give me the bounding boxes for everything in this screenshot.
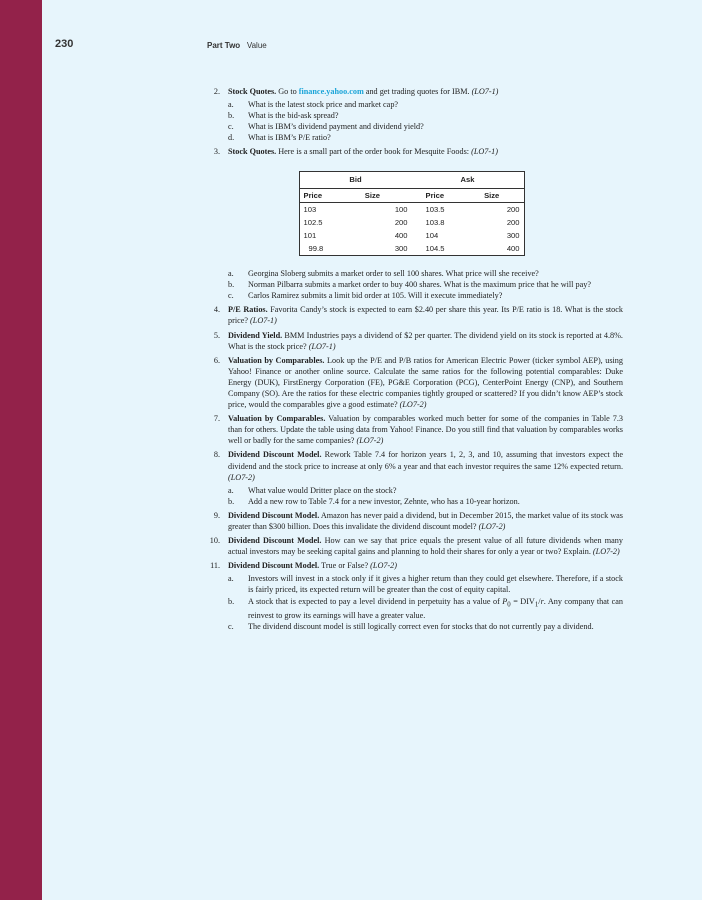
sub-letter: a. <box>228 100 234 110</box>
sub-text: A stock that is expected to pay a level dividend in perpetuity has a value of <box>248 596 503 606</box>
question-text: Rework Table 7.4 for horizon years 1, 2, 3, and 10, assuming that investors expect the dividend and the stock price to increase at only 6% a year and that each investor requires the same 12% expected return. <box>228 450 623 471</box>
question-text: How can we say that price equals the present value of all future dividends when many actual investors may be seeking capital gains and planning to hold their shares for only a year or two? Explain. <box>228 536 623 557</box>
ask-size: 200 <box>506 217 520 227</box>
question-number: 10. <box>209 536 220 546</box>
sub-letter: b. <box>228 280 235 290</box>
formula-subscript: 1 <box>534 601 539 609</box>
learning-objective: (LO7-2) <box>592 547 620 557</box>
question-title: Dividend Discount Model. <box>228 536 322 546</box>
learning-objective: (LO7-2) <box>399 400 427 410</box>
question-11 <box>200 560 623 571</box>
question-9 <box>200 510 623 532</box>
running-head <box>207 41 267 50</box>
column-header: Size <box>361 188 412 202</box>
ask-size: 300 <box>506 230 520 240</box>
ask-size: 400 <box>506 243 520 253</box>
table-row <box>299 216 524 229</box>
sub-letter: d. <box>228 133 235 143</box>
ask-price: 104.5 <box>425 243 445 253</box>
question-number: 8. <box>213 450 220 460</box>
sub-text: What is the latest stock price and market cap? <box>248 100 399 110</box>
question-text: Valuation by comparables worked much better for some of the companies in Table 7.3 than for others. Update the table using data from Yahoo! Finance. Do you still find that valuation by comparables works well or badly for the same companies? <box>228 414 623 446</box>
question-text: Go to <box>276 87 299 96</box>
question-title: P/E Ratios. <box>228 305 268 315</box>
formula-div: = DIV <box>510 596 535 606</box>
question-number: 5. <box>213 330 220 340</box>
sub-letter: a. <box>228 485 234 495</box>
sub-item <box>228 485 623 496</box>
question-number: 9. <box>213 510 220 520</box>
question-number: 4. <box>213 305 220 315</box>
question-number: 2. <box>213 87 220 96</box>
sub-letter: c. <box>228 622 234 632</box>
learning-objective: (LO7-2) <box>228 472 255 482</box>
sub-text: Investors will invest in a stock only if it gives a higher return than they could get elsewhere. Therefore, if a stock is fairly priced, its expected return will be greater than the cost of equity capital. <box>248 574 623 595</box>
table-row <box>299 229 524 242</box>
question-title: Valuation by Comparables. <box>228 414 326 424</box>
question-text: and get trading quotes for IBM. <box>363 87 472 96</box>
question-text: Look up the P/E and P/B ratios for American Electric Power (ticker symbol AEP), using Yahoo! Finance or another online source. Calculate the same ratios for the following potential comparables: Duke Energy (DUK), FirstEnergy Corporation (FE), PG&E Corporation (PCG), CenterPoint Energy (CNP), and Southern Company (SO). Are the ratios for these electric companies tightly grouped or scattered? If you didn’t know AEP’s stock price, would the comparables give a good estimate? <box>228 355 623 410</box>
part-label: Part Two <box>207 41 241 50</box>
question-title: Valuation by Comparables. <box>228 355 325 365</box>
sub-letter: c. <box>228 122 234 132</box>
sub-item <box>228 496 623 507</box>
sub-item <box>228 290 623 301</box>
column-header: Price <box>299 188 361 202</box>
sub-text: What value would Dritter place on the stock? <box>248 485 397 495</box>
question-2 <box>200 86 623 97</box>
bid-header: Bid <box>299 171 412 188</box>
learning-objective: (LO7-1) <box>250 316 277 326</box>
sub-text: Norman Pilbarra submits a market order to buy 400 shares. What is the maximum price that he will pay? <box>248 280 591 290</box>
sub-item <box>228 132 623 143</box>
sub-item <box>228 596 623 622</box>
sub-text: What is IBM’s P/E ratio? <box>248 133 331 143</box>
formula-slash: / <box>538 596 541 606</box>
question-number: 11. <box>210 561 220 571</box>
formula-r: r <box>540 596 544 606</box>
table-row <box>299 202 524 216</box>
bid-price: 102.5 <box>303 217 323 227</box>
yahoo-finance-link[interactable]: finance.yahoo.com <box>298 87 364 96</box>
bid-size: 100 <box>394 204 408 214</box>
learning-objective: (LO7-2) <box>370 561 398 571</box>
sub-item <box>228 621 623 632</box>
learning-objective: (LO7-2) <box>356 436 384 446</box>
question-5 <box>200 330 623 352</box>
question-title: Dividend Discount Model. <box>228 561 320 571</box>
learning-objective: (LO7-1) <box>471 87 499 96</box>
bid-size: 400 <box>394 230 408 240</box>
formula-p: P <box>502 596 508 606</box>
learning-objective: (LO7-1) <box>471 147 498 157</box>
question-text: BMM Industries pays a dividend of $2 per quarter. The dividend yield on its stock is reported at 4.8%. What is the stock price? <box>228 330 623 351</box>
sub-letter: b. <box>228 111 235 121</box>
sub-text: Add a new row to Table 7.4 for a new investor, Zehnte, who has a 10-year horizon. <box>248 496 520 506</box>
sub-item <box>228 110 623 121</box>
sub-item <box>228 279 623 290</box>
table-row <box>299 242 524 256</box>
sub-item <box>228 121 623 132</box>
question-number: 7. <box>213 414 220 424</box>
question-3 <box>200 146 623 157</box>
bid-size: 200 <box>394 217 408 227</box>
ask-price: 104 <box>425 230 439 240</box>
page-number: 230 <box>55 38 74 50</box>
sub-text: . Any company that can reinvest to grow its earnings will have a greater value. <box>248 596 624 621</box>
question-8 <box>200 449 623 482</box>
sub-item <box>228 268 623 279</box>
sub-text: Carlos Ramirez submits a limit bid order at 105. Will it execute immediately? <box>248 291 503 301</box>
ask-price: 103.8 <box>425 217 445 227</box>
question-4 <box>200 304 623 326</box>
question-7 <box>200 413 623 446</box>
problem-list <box>200 86 623 632</box>
question-title: Dividend Yield. <box>228 330 283 340</box>
sub-letter: b. <box>228 496 235 506</box>
question-text: Favorita Candy’s stock is expected to earn $2.40 per share this year. Its P/E ratio is 18. What is the stock price? <box>228 305 623 326</box>
ask-size: 200 <box>506 204 520 214</box>
question-10 <box>200 535 623 557</box>
sub-letter: b. <box>228 596 235 606</box>
question-title: Stock Quotes. <box>228 147 277 157</box>
sub-letter: a. <box>228 269 234 279</box>
learning-objective: (LO7-2) <box>478 522 506 531</box>
question-text: True or False? <box>319 561 371 571</box>
sub-letter: a. <box>228 574 234 584</box>
question-text: Amazon has never paid a dividend, but in December 2015, the market value of its stock was greater than $300 billion. Does this invalidate the dividend discount model? <box>228 510 623 531</box>
sub-text: Georgina Sloberg submits a market order to sell 100 shares. What price will she receive? <box>248 269 539 279</box>
bid-price: 101 <box>303 230 317 240</box>
column-header: Size <box>480 188 524 202</box>
ask-header: Ask <box>412 171 525 188</box>
sub-letter: c. <box>228 291 234 301</box>
section-label: Value <box>246 41 267 50</box>
sub-text: The dividend discount model is still logically correct even for stocks that do not currently pay a dividend. <box>248 622 594 632</box>
ask-price: 103.5 <box>425 204 445 214</box>
sub-text: What is IBM’s dividend payment and dividend yield? <box>248 122 424 132</box>
order-book-table <box>299 171 525 256</box>
question-number: 6. <box>213 355 220 365</box>
formula-subscript: 0 <box>507 601 511 609</box>
page-spine <box>0 0 42 900</box>
bid-price: 103 <box>303 204 317 214</box>
question-6 <box>200 355 623 410</box>
question-number: 3. <box>213 147 220 157</box>
question-title: Dividend Discount Model. <box>228 510 320 520</box>
question-title: Dividend Discount Model. <box>228 450 322 460</box>
bid-size: 300 <box>394 243 408 253</box>
learning-objective: (LO7-1) <box>308 341 336 351</box>
question-text: Here is a small part of the order book for Mesquite Foods: <box>276 147 472 157</box>
sub-item <box>228 573 623 595</box>
question-title: Stock Quotes. <box>228 87 277 96</box>
bid-price: 99.8 <box>308 243 324 253</box>
sub-text: What is the bid-ask spread? <box>248 111 339 121</box>
column-header: Price <box>412 188 481 202</box>
sub-item <box>228 99 623 110</box>
